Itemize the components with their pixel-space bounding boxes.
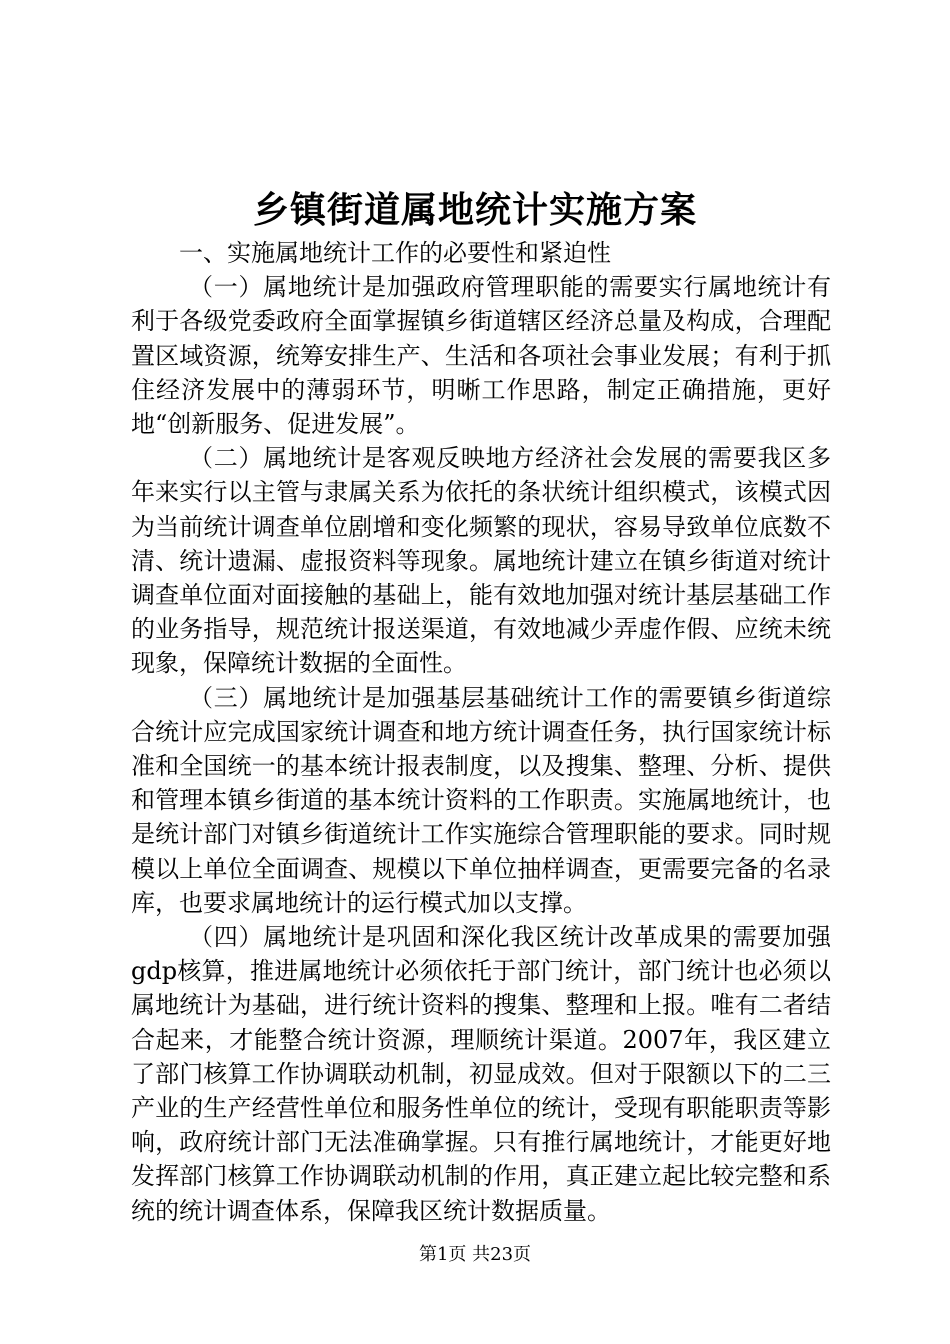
section-heading: 一、实施属地统计工作的必要性和紧迫性: [179, 239, 611, 267]
document-title: 乡镇街道属地统计实施方案: [252, 189, 697, 231]
page-number: 第1页 共23页: [418, 1244, 532, 1265]
page-footer: [0, 1243, 950, 1267]
paragraph-4: （四）属地统计是巩固和深化我区统计改革成果的需要加强gdp核算，推进属地统计必须依托于部门统计，部门统计也必须以属地统计为基础，进行统计资料的搜集、整理和上报。唯有二者结合起来，才能整合统计资源，理顺统计渠道。2007年，我区建立了部门核算工作协调联动机制，初显成效。但对于限额以下的二三产业的生产经营性单位和服务性单位的统计，受现有职能职责等影响，政府统计部门无法准确掌握。只有推行属地统计，才能更好地发挥部门核算工作协调联动机制的作用，真正建立起比较完整和系统的统计调查体系，保障我区统计数据质量。: [131, 923, 831, 1225]
paragraph-2: （二）属地统计是客观反映地方经济社会发展的需要我区多年来实行以主管与隶属关系为依托的条状统计组织模式，该模式因为当前统计调查单位剧增和变化频繁的现状，容易导致单位底数不清、统计遗漏、虚报资料等现象。属地统计建立在镇乡街道对统计调查单位面对面接触的基础上，能有效地加强对统计基层基础工作的业务指导，规范统计报送渠道，有效地减少弄虚作假、应统未统现象，保障统计数据的全面性。: [131, 444, 831, 678]
document-body: [131, 236, 831, 1228]
paragraph-3: （三）属地统计是加强基层基础统计工作的需要镇乡街道综合统计应完成国家统计调查和地方统计调查任务，执行国家统计标准和全国统一的基本统计报表制度，以及搜集、整理、分析、提供和管理本镇乡街道的基本统计资料的工作职责。实施属地统计，也是统计部门对镇乡街道统计工作实施综合管理职能的要求。同时规模以上单位全面调查、规模以下单位抽样调查，更需要完备的名录库，也要求属地统计的运行模式加以支撑。: [131, 683, 831, 917]
paragraph-1: （一）属地统计是加强政府管理职能的需要实行属地统计有利于各级党委政府全面掌握镇乡街道辖区经济总量及构成，合理配置区域资源，统筹安排生产、生活和各项社会事业发展；有利于抓住经济发展中的薄弱环节，明晰工作思路，制定正确措施，更好地“创新服务、促进发展”。: [131, 273, 831, 439]
